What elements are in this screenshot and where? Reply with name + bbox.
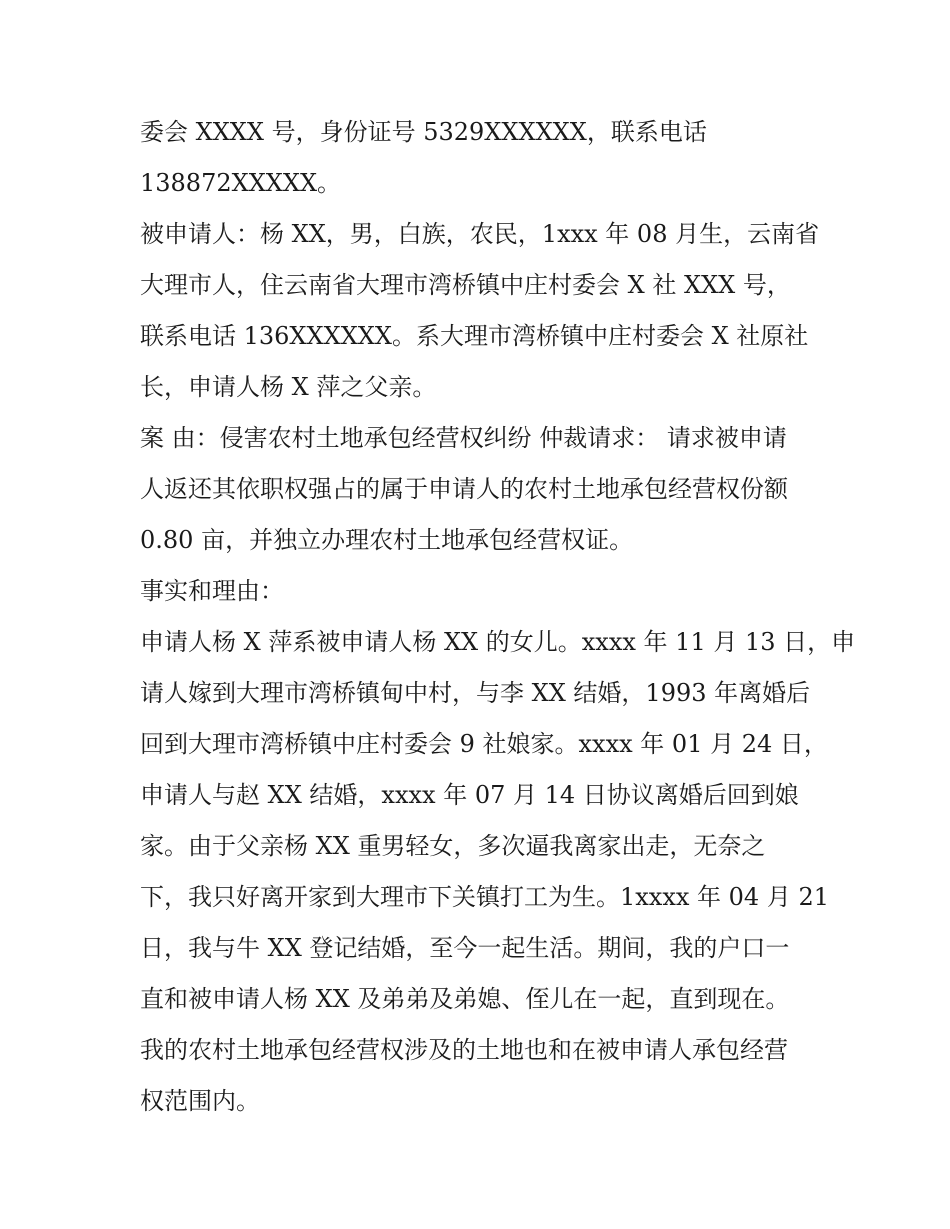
text-line: 被申请人：杨 XX，男，白族，农民，1xxx 年 08 月生，云南省	[140, 220, 820, 248]
document-body	[140, 107, 856, 1127]
text-line: 申请人与赵 XX 结婚，xxxx 年 07 月 14 日协议离婚后回到娘	[140, 781, 799, 809]
text-line: 直和被申请人杨 XX 及弟弟及弟媳、侄儿在一起，直到现在。	[140, 985, 790, 1013]
text-line: 请人嫁到大理市湾桥镇甸中村，与李 XX 结婚，1993 年离婚后	[140, 679, 811, 707]
text-line: 申请人杨 X 萍系被申请人杨 XX 的女儿。xxxx 年 11 月 13 日，申	[140, 628, 856, 656]
text-line: 案 由：侵害农村土地承包经营权纠纷 仲裁请求： 请求被申请	[140, 424, 787, 452]
section-heading: 事实和理由：	[140, 577, 284, 605]
text-line: 回到大理市湾桥镇中庄村委会 9 社娘家。xxxx 年 01 月 24 日，	[140, 730, 828, 758]
text-line: 138872XXXXX。	[140, 169, 342, 197]
text-line: 长，申请人杨 X 萍之父亲。	[140, 373, 437, 401]
text-line: 大理市人，住云南省大理市湾桥镇中庄村委会 X 社 XXX 号，	[140, 271, 791, 299]
text-line: 权范围内。	[140, 1087, 260, 1115]
text-line: 0.80 亩，并独立办理农村土地承包经营权证。	[140, 526, 634, 554]
text-line: 日，我与牛 XX 登记结婚，至今一起生活。期间，我的户口一	[140, 934, 790, 962]
text-line: 家。由于父亲杨 XX 重男轻女，多次逼我离家出走，无奈之	[140, 832, 766, 860]
text-line: 我的农村土地承包经营权涉及的土地也和在被申请人承包经营	[140, 1036, 788, 1064]
text-line: 联系电话 136XXXXXX。系大理市湾桥镇中庄村委会 X 社原社	[140, 322, 809, 350]
text-line: 人返还其依职权强占的属于申请人的农村土地承包经营权份额	[140, 475, 788, 503]
text-line: 下，我只好离开家到大理市下关镇打工为生。1xxxx 年 04 月 21	[140, 883, 830, 911]
text-line: 委会 XXXX 号，身份证号 5329XXXXXX，联系电话	[140, 118, 707, 146]
